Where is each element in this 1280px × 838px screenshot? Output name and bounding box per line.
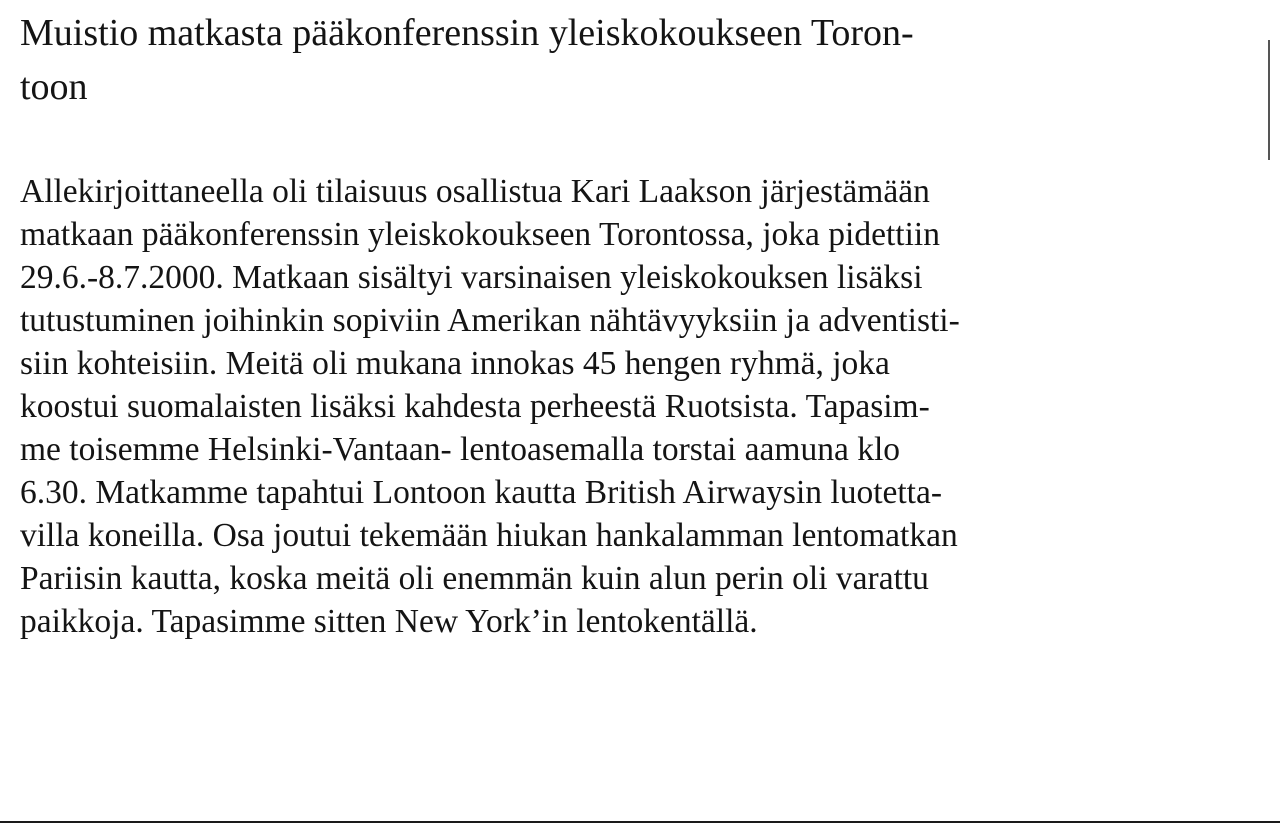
body-line: 29.6.-8.7.2000. Matkaan sisältyi varsinaisen yleiskokouksen lisäksi xyxy=(20,259,923,296)
body-line: villa koneilla. Osa joutui tekemään hiukan hankalamman lentomatkan xyxy=(20,517,958,554)
title-line: toon xyxy=(20,66,88,108)
body-line: Allekirjoittaneella oli tilaisuus osallistua Kari Laakson järjestämään xyxy=(20,173,930,210)
body-paragraph xyxy=(20,170,1240,643)
body-line: Pariisin kautta, koska meitä oli enemmän kuin alun perin oli varattu xyxy=(20,560,929,597)
title-line: Muistio matkasta pääkonferenssin yleiskokoukseen Toron- xyxy=(20,12,914,54)
body-line: me toisemme Helsinki-Vantaan- lentoasemalla torstai aamuna klo xyxy=(20,431,901,468)
body-line: matkaan pääkonferenssin yleiskokoukseen Torontossa, joka pidettiin xyxy=(20,216,940,253)
body-line: 6.30. Matkamme tapahtui Lontoon kautta British Airwaysin luotetta- xyxy=(20,474,943,511)
body-line: tutustuminen joihinkin sopiviin Amerikan nähtävyyksiin ja adventisti- xyxy=(20,302,960,339)
scan-edge-mark xyxy=(1268,40,1270,160)
body-line: siin kohteisiin. Meitä oli mukana innokas 45 hengen ryhmä, joka xyxy=(20,345,890,382)
body-line: paikkoja. Tapasimme sitten New York’in lentokentällä. xyxy=(20,603,758,640)
body-line: koostui suomalaisten lisäksi kahdesta perheestä Ruotsista. Tapasim- xyxy=(20,388,930,425)
document-title xyxy=(20,6,1220,114)
bottom-edge-line xyxy=(0,821,1280,823)
